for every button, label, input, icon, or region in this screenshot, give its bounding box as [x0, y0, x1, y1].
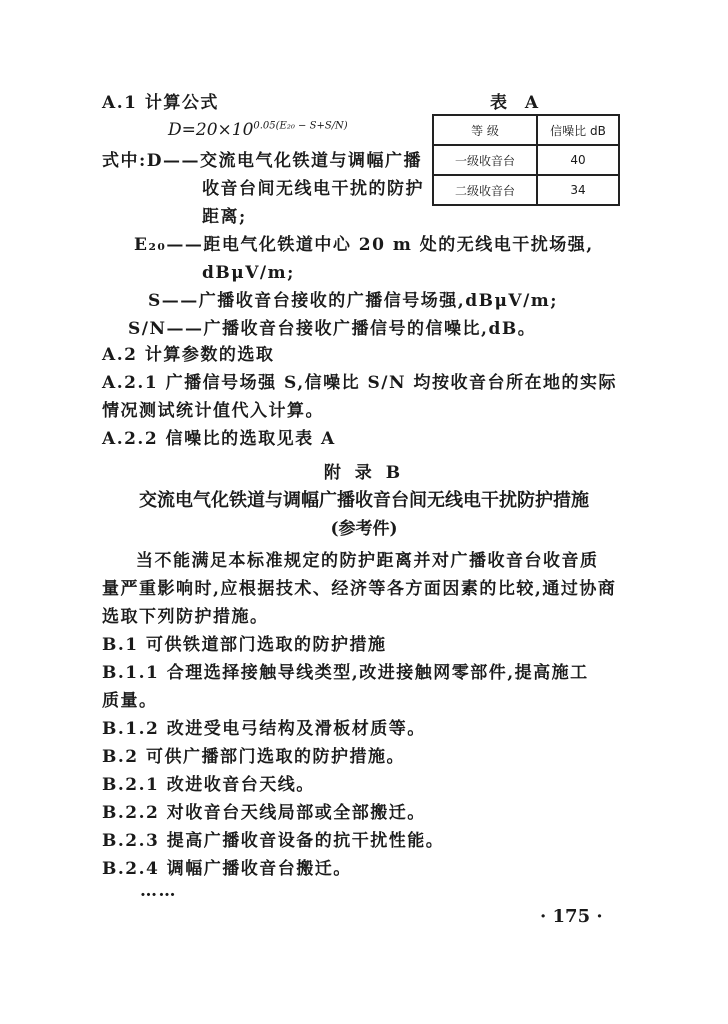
- a22-line: A.2.2 信噪比的选取见表 A: [102, 429, 336, 449]
- b24-line: B.2.4 调幅广播收音台搬迁。: [102, 859, 352, 879]
- where-d-line-1: 式中:D——交流电气化铁道与调幅广播: [102, 151, 423, 171]
- table-a-title: 表 A: [490, 93, 545, 113]
- b12-line: B.1.2 改进受电弓结构及滑板材质等。: [102, 719, 426, 739]
- table-row: [433, 145, 619, 175]
- table-a: [432, 114, 620, 206]
- table-header-cell: 等 级: [433, 115, 537, 145]
- intro-line-3: 选取下列防护措施。: [102, 607, 269, 627]
- intro-line-1: 当不能满足本标准规定的防护距离并对广播收音台收音质: [136, 551, 599, 571]
- a21-line-1: A.2.1 广播信号场强 S,信噪比 S/N 均按收音台所在地的实际: [102, 373, 617, 393]
- where-e-line-1: E₂₀——距电气化铁道中心 20 m 处的无线电干扰场强,: [134, 235, 594, 255]
- table-header-row: [433, 115, 619, 145]
- where-e-line-2: dBμV/m;: [202, 263, 295, 283]
- table-cell: 34: [537, 175, 619, 205]
- table-row: [433, 175, 619, 205]
- where-sn-line: S/N——广播收音台接收广播信号的信噪比,dB。: [128, 319, 537, 339]
- b11-line-2: 质量。: [102, 691, 158, 711]
- formula: [168, 120, 348, 140]
- table-header-cell: 信噪比 dB: [537, 115, 619, 145]
- where-s-line: S——广播收音台接收的广播信号场强,dBμV/m;: [148, 291, 559, 311]
- table-cell: 二级收音台: [433, 175, 537, 205]
- section-a1-heading: A.1 计算公式: [102, 93, 219, 113]
- appendix-b-title: 交流电气化铁道与调幅广播收音台间无线电干扰防护措施: [139, 490, 589, 511]
- section-a2-heading: A.2 计算参数的选取: [102, 345, 275, 365]
- b21-line: B.2.1 改进收音台天线。: [102, 775, 315, 795]
- where-d-line-2: 收音台间无线电干扰的防护: [202, 179, 424, 199]
- formula-lhs: D=20×10: [168, 120, 254, 140]
- where-d-line-3: 距离;: [202, 207, 247, 227]
- a21-line-2: 情况测试统计值代入计算。: [102, 401, 324, 421]
- ellipsis: ……: [140, 881, 177, 901]
- b23-line: B.2.3 提高广播收音设备的抗干扰性能。: [102, 831, 445, 851]
- section-b1-heading: B.1 可供铁道部门选取的防护措施: [102, 635, 387, 655]
- b11-line-1: B.1.1 合理选择接触导线类型,改进接触网零部件,提高施工: [102, 663, 589, 683]
- appendix-b-label: 附 录 B: [323, 463, 405, 483]
- formula-exponent: 0.05(E₂₀ − S+S/N): [253, 120, 348, 132]
- intro-line-2: 量严重影响时,应根据技术、经济等各方面因素的比较,通过协商: [102, 579, 617, 599]
- page-number: · 175 ·: [540, 906, 603, 927]
- b22-line: B.2.2 对收音台天线局部或全部搬迁。: [102, 803, 426, 823]
- table-cell: 40: [537, 145, 619, 175]
- section-b2-heading: B.2 可供广播部门选取的防护措施。: [102, 747, 406, 767]
- appendix-b-subtitle: (参考件): [330, 519, 398, 539]
- table-cell: 一级收音台: [433, 145, 537, 175]
